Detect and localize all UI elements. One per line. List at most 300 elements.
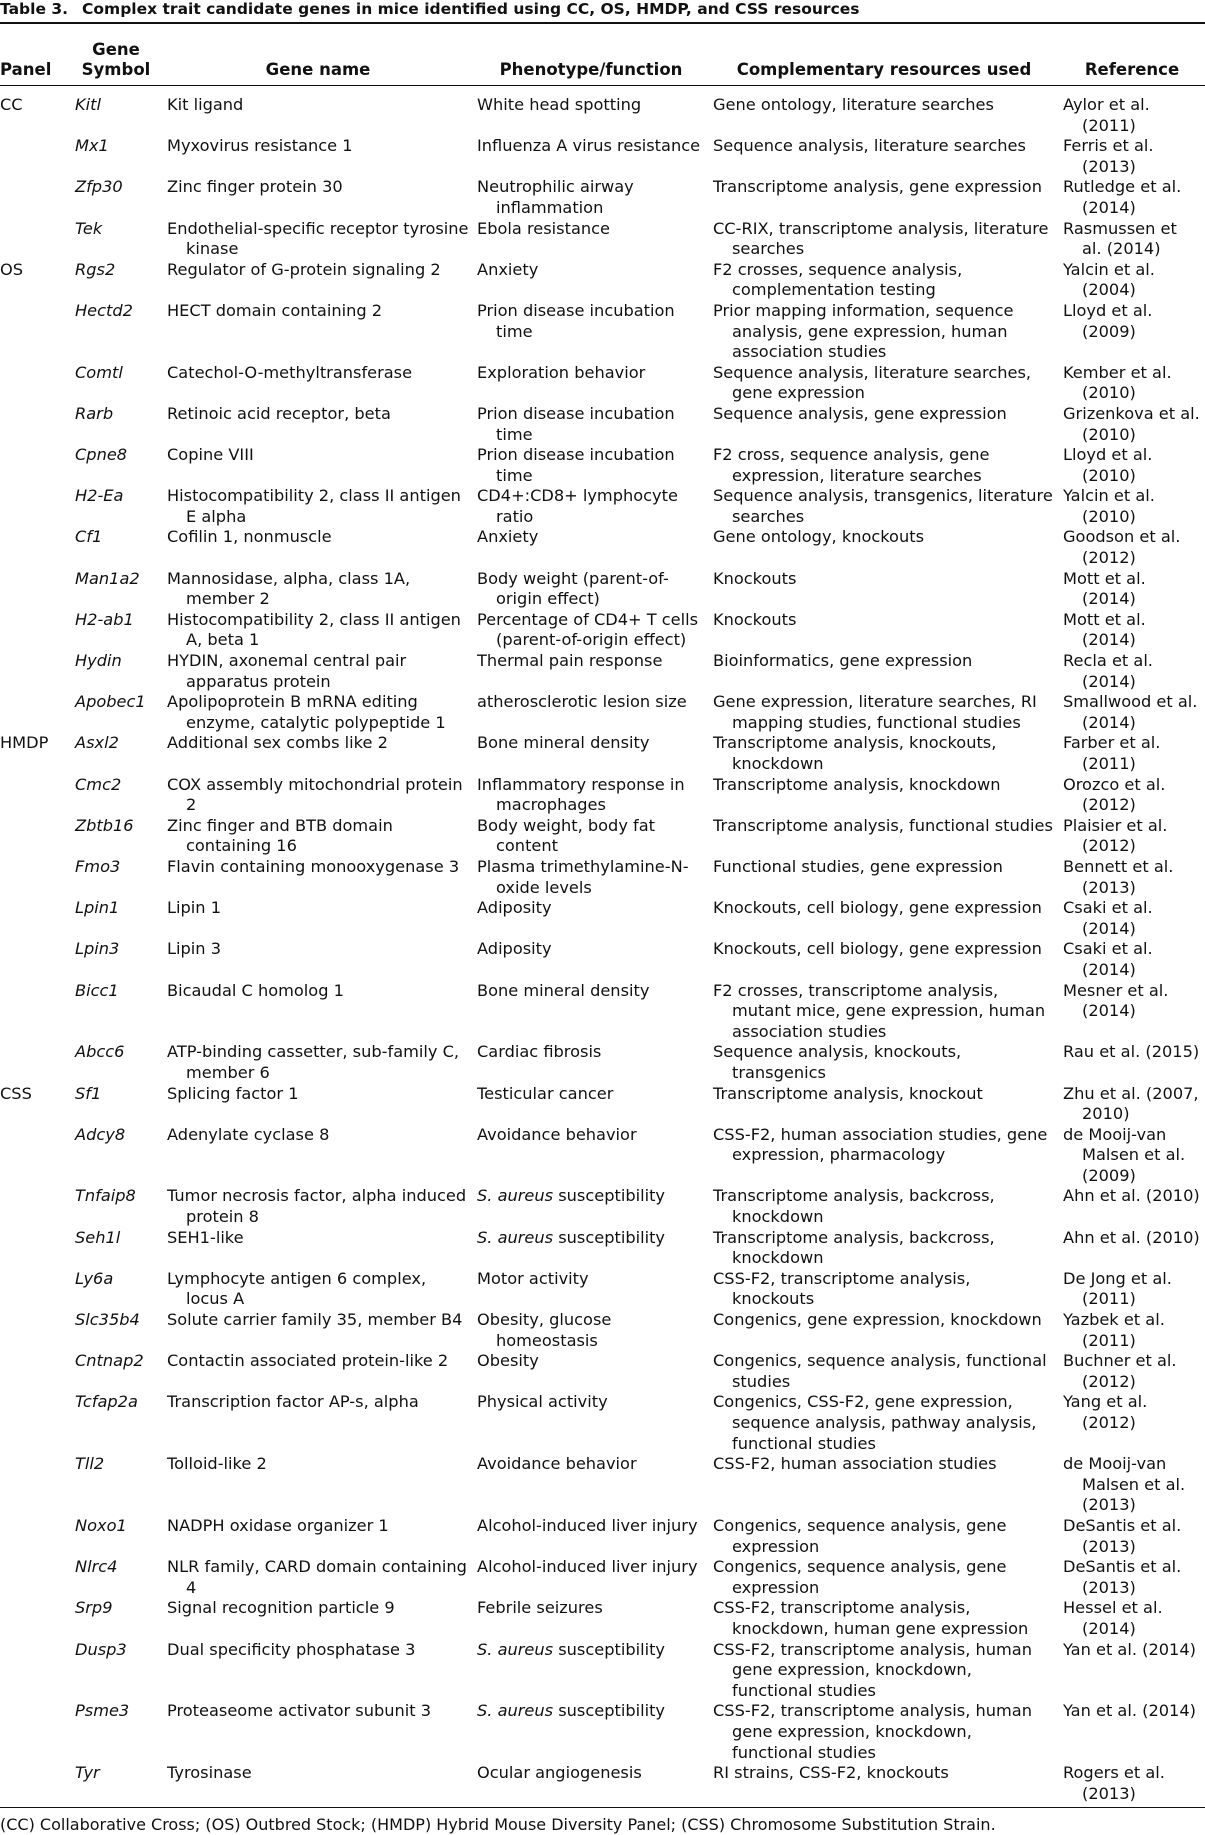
cell-gene-name: [163, 363, 473, 404]
phenotype-description: Anxiety: [477, 259, 539, 279]
cell-resources-text: CSS-F2, human association studies: [713, 1454, 997, 1474]
cell-panel: [0, 1763, 73, 1804]
phenotype-description: Ocular angiogenesis: [477, 1763, 642, 1783]
phenotype-description: susceptibility: [553, 1186, 666, 1206]
cell-resources: [709, 1269, 1059, 1310]
cell-panel: [0, 692, 73, 733]
cell-panel: [0, 1125, 73, 1187]
cell-resources: [709, 260, 1059, 301]
cell-resources-text: Congenics, gene expression, knockdown: [713, 1310, 1042, 1330]
cell-reference: [1059, 610, 1205, 651]
cell-panel: [0, 981, 73, 1043]
cell-phenotype: [473, 733, 709, 774]
cell-gene-name-text: Zinc finger and BTB domain containing 16: [167, 815, 393, 856]
header-gene-symbol-line1: Gene: [92, 40, 140, 59]
cell-phenotype-text: [477, 1701, 705, 1722]
cell-gene-name: [163, 1269, 473, 1310]
table-row: [0, 1228, 1205, 1269]
phenotype-organism: S. aureus: [477, 1701, 554, 1721]
cell-resources-text: CSS-F2, transcriptome analysis, human gene expression, knockdown, functional studies: [713, 1701, 1032, 1762]
cell-reference: [1059, 692, 1205, 733]
cell-panel: [0, 1516, 73, 1557]
cell-reference: [1059, 1516, 1205, 1557]
cell-reference: [1059, 136, 1205, 177]
cell-reference: [1059, 363, 1205, 404]
header-gene-symbol-line2: Symbol: [81, 60, 151, 79]
cell-resources: [709, 569, 1059, 610]
cell-resources: [709, 1042, 1059, 1083]
cell-resources-text: Gene expression, literature searches, RI mapping studies, functional studies: [713, 692, 1037, 732]
cell-gene-name: [163, 569, 473, 610]
cell-reference: [1059, 1084, 1205, 1125]
cell-resources: [709, 177, 1059, 218]
cell-gene-symbol: Hectd2: [75, 300, 133, 320]
cell-phenotype: [473, 136, 709, 177]
cell-gene-symbol: H2-ab1: [75, 609, 134, 629]
table-body: [0, 86, 1205, 1805]
cell-phenotype: [473, 610, 709, 651]
cell-resources-text: F2 crosses, sequence analysis, complementation testing: [713, 259, 963, 300]
table-row: [0, 733, 1205, 774]
cell-phenotype-text: [477, 898, 705, 919]
cell-panel: [0, 486, 73, 527]
table-row: [0, 486, 1205, 527]
table-row: [0, 692, 1205, 733]
cell-resources: [709, 1557, 1059, 1598]
cell-reference: [1059, 1310, 1205, 1351]
table-row: [0, 301, 1205, 363]
cell-phenotype: [473, 177, 709, 218]
cell-phenotype: [473, 1516, 709, 1557]
cell-reference-text: Aylor et al. (2011): [1063, 95, 1150, 135]
header-phenotype: Phenotype/function: [473, 24, 709, 86]
cell-phenotype-text: [477, 1042, 705, 1063]
cell-reference: [1059, 301, 1205, 363]
cell-panel: [0, 1186, 73, 1227]
cell-gene-name: [163, 816, 473, 857]
cell-panel: [0, 898, 73, 939]
cell-resources: [709, 857, 1059, 898]
cell-phenotype-text: [477, 981, 705, 1002]
cell-gene-name: [163, 527, 473, 568]
cell-gene-name: [163, 1186, 473, 1227]
cell-reference-text: Farber et al. (2011): [1063, 733, 1161, 773]
cell-phenotype-text: [477, 260, 705, 281]
cell-gene-name: [163, 177, 473, 218]
cell-reference-text: Mesner et al. (2014): [1063, 980, 1169, 1021]
cell-reference: [1059, 1454, 1205, 1516]
cell-resources: [709, 404, 1059, 445]
phenotype-description: Alcohol-induced liver injury: [477, 1557, 698, 1577]
phenotype-organism: S. aureus: [477, 1639, 554, 1659]
cell-reference-text: Ferris et al. (2013): [1063, 136, 1154, 176]
table-row: [0, 1084, 1205, 1125]
cell-phenotype: [473, 363, 709, 404]
cell-gene-name-text: SEH1-like: [167, 1227, 244, 1247]
table-row: [0, 857, 1205, 898]
cell-reference-text: Bennett et al. (2013): [1063, 856, 1174, 897]
cell-gene-name-text: ATP-binding cassetter, sub-family C, member 6: [167, 1042, 460, 1082]
cell-gene-name: [163, 1640, 473, 1702]
cell-phenotype-text: [477, 1310, 705, 1351]
cell-phenotype: [473, 1186, 709, 1227]
cell-phenotype: [473, 1084, 709, 1125]
cell-resources: [709, 610, 1059, 651]
cell-gene-name-text: Splicing factor 1: [167, 1083, 299, 1103]
cell-resources-text: CSS-F2, transcriptome analysis, knockouts: [713, 1268, 971, 1309]
phenotype-description: Ebola resistance: [477, 218, 610, 238]
cell-gene-name: [163, 1351, 473, 1392]
cell-gene-name: [163, 260, 473, 301]
cell-gene-name: [163, 445, 473, 486]
cell-reference: [1059, 527, 1205, 568]
phenotype-description: Obesity, glucose homeostasis: [477, 1310, 612, 1350]
phenotype-description: Plasma trimethylamine-N-oxide levels: [477, 856, 689, 897]
cell-resources-text: Transcriptome analysis, backcross, knockdown: [713, 1186, 995, 1227]
phenotype-description: Alcohol-induced liver injury: [477, 1515, 698, 1535]
cell-gene-name-text: Catechol-O-methyltransferase: [167, 362, 413, 382]
cell-phenotype-text: [477, 404, 705, 445]
cell-panel: [0, 527, 73, 568]
cell-reference: [1059, 1640, 1205, 1702]
phenotype-description: Influenza A virus resistance: [477, 136, 701, 156]
cell-phenotype: [473, 1269, 709, 1310]
cell-gene-name-text: Lymphocyte antigen 6 complex, locus A: [167, 1268, 427, 1309]
cell-phenotype: [473, 404, 709, 445]
cell-resources: [709, 1516, 1059, 1557]
cell-reference: [1059, 260, 1205, 301]
cell-resources: [709, 1351, 1059, 1392]
cell-phenotype-text: [477, 1228, 705, 1249]
table-footnote: (CC) Collaborative Cross; (OS) Outbred Stock; (HMDP) Hybrid Mouse Diversity Panel; (CSS) Chromosome Substitution Strain.: [0, 1807, 1205, 1835]
cell-gene-name: [163, 1557, 473, 1598]
cell-reference-text: DeSantis et al. (2013): [1063, 1515, 1182, 1556]
cell-resources-text: Congenics, sequence analysis, functional studies: [713, 1351, 1047, 1391]
cell-gene-symbol: Tyr: [75, 1763, 100, 1783]
phenotype-description: susceptibility: [553, 1227, 666, 1247]
cell-phenotype: [473, 1557, 709, 1598]
phenotype-description: Percentage of CD4+ T cells (parent-of-origin effect): [477, 609, 699, 650]
candidate-genes-table: [0, 24, 1205, 1804]
cell-gene-name: [163, 733, 473, 774]
cell-reference: [1059, 86, 1205, 137]
cell-panel: [0, 857, 73, 898]
cell-gene-name-text: Apolipoprotein B mRNA editing enzyme, catalytic polypeptide 1: [167, 692, 446, 732]
cell-gene-symbol: Comtl: [75, 362, 123, 382]
cell-reference: [1059, 404, 1205, 445]
cell-gene-name-text: Dual specificity phosphatase 3: [167, 1639, 416, 1659]
table-row: [0, 1310, 1205, 1351]
cell-gene-symbol: Dusp3: [75, 1639, 127, 1659]
table-row: [0, 1763, 1205, 1804]
cell-gene-name-text: Tyrosinase: [167, 1763, 252, 1783]
cell-gene-name-text: Zinc finger protein 30: [167, 177, 343, 197]
cell-panel: [0, 219, 73, 260]
cell-gene-name: [163, 136, 473, 177]
cell-reference-text: de Mooij-van Malsen et al. (2009): [1063, 1124, 1186, 1185]
cell-gene-name-text: Myxovirus resistance 1: [167, 136, 353, 156]
cell-gene-name-text: Mannosidase, alpha, class 1A, member 2: [167, 568, 411, 609]
cell-gene-name-text: Tolloid-like 2: [167, 1454, 267, 1474]
cell-gene-name: [163, 219, 473, 260]
cell-panel: [0, 1392, 73, 1454]
cell-gene-name: [163, 1392, 473, 1454]
header-panel: Panel: [0, 24, 73, 86]
cell-phenotype: [473, 86, 709, 137]
cell-reference-text: De Jong et al. (2011): [1063, 1268, 1172, 1309]
cell-panel: [0, 1351, 73, 1392]
phenotype-description: Prion disease incubation time: [477, 403, 675, 444]
cell-resources: [709, 1125, 1059, 1187]
table-number: Table 3.: [0, 0, 69, 18]
cell-reference-text: Ahn et al. (2010): [1063, 1227, 1200, 1247]
cell-gene-symbol: Cpne8: [75, 445, 128, 465]
cell-gene-name: [163, 1701, 473, 1763]
cell-gene-symbol: Nlrc4: [75, 1557, 118, 1577]
cell-gene-symbol: Mx1: [75, 136, 109, 156]
cell-gene-name: [163, 404, 473, 445]
cell-phenotype-text: [477, 1351, 705, 1372]
table-row: [0, 177, 1205, 218]
header-row: [0, 24, 1205, 86]
cell-resources: [709, 939, 1059, 980]
cell-gene-name-text: Proteaseome activator subunit 3: [167, 1701, 432, 1721]
phenotype-description: Obesity: [477, 1351, 539, 1371]
cell-resources: [709, 1701, 1059, 1763]
cell-gene-name-text: Bicaudal C homolog 1: [167, 980, 344, 1000]
cell-gene-symbol: Sf1: [75, 1083, 102, 1103]
cell-phenotype-text: [477, 219, 705, 240]
cell-gene-name-text: HYDIN, axonemal central pair apparatus protein: [167, 651, 407, 691]
cell-phenotype: [473, 1125, 709, 1187]
cell-phenotype: [473, 651, 709, 692]
cell-gene-symbol: Hydin: [75, 651, 122, 671]
cell-gene-symbol: Zfp30: [75, 177, 123, 197]
table-row: [0, 260, 1205, 301]
cell-gene-symbol: Cntnap2: [75, 1351, 144, 1371]
cell-gene-symbol: Abcc6: [75, 1042, 125, 1062]
cell-gene-symbol: Fmo3: [75, 856, 121, 876]
cell-panel: [0, 1310, 73, 1351]
cell-resources: [709, 651, 1059, 692]
cell-gene-name-text: Transcription factor AP-s, alpha: [167, 1392, 419, 1412]
cell-phenotype-text: [477, 1640, 705, 1661]
cell-reference-text: Yang et al. (2012): [1063, 1392, 1148, 1432]
cell-resources: [709, 775, 1059, 816]
cell-resources-text: Congenics, sequence analysis, gene expression: [713, 1515, 1007, 1556]
cell-phenotype-text: [477, 1763, 705, 1784]
table-row: [0, 363, 1205, 404]
phenotype-description: Physical activity: [477, 1392, 608, 1412]
cell-gene-name-text: Lipin 1: [167, 898, 221, 918]
cell-gene-symbol: Rgs2: [75, 259, 116, 279]
phenotype-organism: S. aureus: [477, 1227, 554, 1247]
phenotype-description: Anxiety: [477, 527, 539, 547]
cell-panel: [0, 136, 73, 177]
cell-reference: [1059, 857, 1205, 898]
cell-reference-text: Buchner et al. (2012): [1063, 1351, 1177, 1391]
cell-panel: [0, 301, 73, 363]
cell-reference-text: Yalcin et al. (2004): [1063, 259, 1155, 300]
cell-gene-name: [163, 1516, 473, 1557]
cell-resources: [709, 363, 1059, 404]
cell-resources: [709, 1454, 1059, 1516]
cell-panel: [0, 445, 73, 486]
cell-reference-text: DeSantis et al. (2013): [1063, 1557, 1182, 1597]
cell-reference: [1059, 651, 1205, 692]
phenotype-description: Avoidance behavior: [477, 1124, 637, 1144]
cell-resources: [709, 1186, 1059, 1227]
cell-phenotype-text: [477, 1186, 705, 1207]
table-row: [0, 136, 1205, 177]
cell-resources: [709, 1763, 1059, 1804]
cell-phenotype: [473, 857, 709, 898]
cell-phenotype: [473, 569, 709, 610]
cell-gene-symbol: Lpin3: [75, 939, 120, 959]
cell-resources: [709, 1640, 1059, 1702]
cell-gene-name-text: Endothelial-specific receptor tyrosine kinase: [167, 218, 469, 259]
cell-panel: [0, 177, 73, 218]
cell-reference-text: Goodson et al. (2012): [1063, 527, 1181, 568]
cell-phenotype-text: [477, 1516, 705, 1537]
cell-phenotype-text: [477, 1392, 705, 1413]
phenotype-description: Adiposity: [477, 898, 552, 918]
cell-panel: [0, 816, 73, 857]
cell-reference: [1059, 775, 1205, 816]
cell-gene-name-text: Retinoic acid receptor, beta: [167, 403, 391, 423]
cell-phenotype-text: [477, 1125, 705, 1146]
cell-resources-text: CC-RIX, transcriptome analysis, literature searches: [713, 218, 1049, 259]
cell-reference-text: Rasmussen et al. (2014): [1063, 218, 1177, 259]
cell-resources-text: Sequence analysis, knockouts, transgenics: [713, 1042, 962, 1082]
cell-gene-name-text: Tumor necrosis factor, alpha induced protein 8: [167, 1186, 467, 1227]
cell-resources-text: CSS-F2, human association studies, gene expression, pharmacology: [713, 1124, 1048, 1165]
phenotype-description: susceptibility: [553, 1639, 666, 1659]
phenotype-description: Neutrophilic airway inflammation: [477, 177, 634, 217]
header-resources: Complementary resources used: [709, 24, 1059, 86]
cell-gene-name-text: Adenylate cyclase 8: [167, 1124, 330, 1144]
table-row: [0, 219, 1205, 260]
cell-gene-name: [163, 898, 473, 939]
cell-gene-name-text: Additional sex combs like 2: [167, 733, 388, 753]
cell-phenotype: [473, 1042, 709, 1083]
cell-resources-text: Knockouts: [713, 609, 797, 629]
cell-panel: HMDP: [0, 733, 49, 753]
cell-reference-text: Ahn et al. (2010): [1063, 1186, 1200, 1206]
cell-reference-text: Mott et al. (2014): [1063, 609, 1146, 650]
cell-resources-text: Gene ontology, knockouts: [713, 527, 925, 547]
table-row: [0, 898, 1205, 939]
cell-reference-text: Rogers et al. (2013): [1063, 1763, 1165, 1803]
table-row: [0, 527, 1205, 568]
phenotype-description: Motor activity: [477, 1268, 589, 1288]
cell-phenotype-text: [477, 775, 705, 816]
cell-gene-name-text: NADPH oxidase organizer 1: [167, 1515, 389, 1535]
cell-gene-name-text: HECT domain containing 2: [167, 300, 383, 320]
cell-resources-text: Transcriptome analysis, knockout: [713, 1083, 983, 1103]
cell-resources-text: Knockouts: [713, 568, 797, 588]
table-row: [0, 610, 1205, 651]
cell-gene-name-text: Copine VIII: [167, 445, 254, 465]
cell-gene-name-text: Histocompatibility 2, class II antigen A, beta 1: [167, 609, 461, 650]
cell-gene-symbol: Asxl2: [75, 733, 119, 753]
phenotype-description: Bone mineral density: [477, 980, 650, 1000]
cell-reference-text: Orozco et al. (2012): [1063, 774, 1166, 815]
cell-gene-name: [163, 1763, 473, 1804]
cell-phenotype: [473, 1640, 709, 1702]
table-row: [0, 1598, 1205, 1639]
cell-resources-text: F2 cross, sequence analysis, gene expression, literature searches: [713, 445, 990, 485]
cell-reference-text: Smallwood et al. (2014): [1063, 692, 1198, 732]
cell-resources-text: Gene ontology, literature searches: [713, 95, 994, 114]
cell-phenotype-text: [477, 733, 705, 754]
cell-reference-text: Lloyd et al. (2009): [1063, 300, 1153, 341]
cell-reference: [1059, 445, 1205, 486]
cell-panel: [0, 1228, 73, 1269]
cell-phenotype-text: [477, 692, 705, 713]
cell-phenotype-text: [477, 816, 705, 857]
cell-resources-text: Transcriptome analysis, knockdown: [713, 774, 1001, 794]
cell-gene-name: [163, 939, 473, 980]
cell-resources-text: Knockouts, cell biology, gene expression: [713, 939, 1042, 959]
cell-panel: CSS: [0, 1083, 32, 1103]
table-row: [0, 1392, 1205, 1454]
cell-resources: [709, 816, 1059, 857]
cell-resources: [709, 86, 1059, 137]
table-row: [0, 1125, 1205, 1187]
cell-panel: [0, 1454, 73, 1516]
cell-reference-text: Hessel et al. (2014): [1063, 1598, 1163, 1638]
cell-phenotype: [473, 1392, 709, 1454]
cell-phenotype-text: [477, 136, 705, 157]
cell-reference-text: Mott et al. (2014): [1063, 568, 1146, 609]
cell-phenotype-text: [477, 1598, 705, 1619]
cell-phenotype-text: [477, 301, 705, 342]
cell-gene-symbol: Bicc1: [75, 980, 119, 1000]
cell-resources-text: CSS-F2, transcriptome analysis, human gene expression, knockdown, functional studies: [713, 1639, 1032, 1700]
phenotype-description: Febrile seizures: [477, 1598, 603, 1618]
cell-resources: [709, 733, 1059, 774]
cell-reference-text: Kember et al. (2010): [1063, 362, 1172, 403]
cell-resources-text: Transcriptome analysis, knockouts, knockdown: [713, 733, 997, 773]
cell-reference: [1059, 1269, 1205, 1310]
cell-gene-symbol: Psme3: [75, 1701, 130, 1721]
cell-resources: [709, 445, 1059, 486]
cell-phenotype-text: [477, 486, 705, 527]
cell-reference: [1059, 177, 1205, 218]
table-row: [0, 445, 1205, 486]
cell-gene-symbol: Apobec1: [75, 692, 146, 712]
cell-resources-text: Prior mapping information, sequence analysis, gene expression, human association studies: [713, 300, 1014, 362]
cell-phenotype: [473, 219, 709, 260]
cell-gene-name: [163, 981, 473, 1043]
cell-resources-text: Transcriptome analysis, gene expression: [713, 177, 1042, 197]
table-row: [0, 1516, 1205, 1557]
cell-gene-symbol: Rarb: [75, 403, 114, 423]
cell-panel: [0, 1042, 73, 1083]
table-row: [0, 1557, 1205, 1598]
cell-phenotype: [473, 939, 709, 980]
cell-resources: [709, 1084, 1059, 1125]
cell-gene-name: [163, 1310, 473, 1351]
table-row: [0, 981, 1205, 1043]
cell-resources-text: Congenics, sequence analysis, gene expression: [713, 1557, 1007, 1597]
cell-gene-symbol: Cmc2: [75, 774, 122, 794]
cell-gene-name: [163, 1084, 473, 1125]
cell-phenotype: [473, 816, 709, 857]
cell-panel: [0, 363, 73, 404]
cell-reference-text: Yan et al. (2014): [1063, 1639, 1196, 1659]
